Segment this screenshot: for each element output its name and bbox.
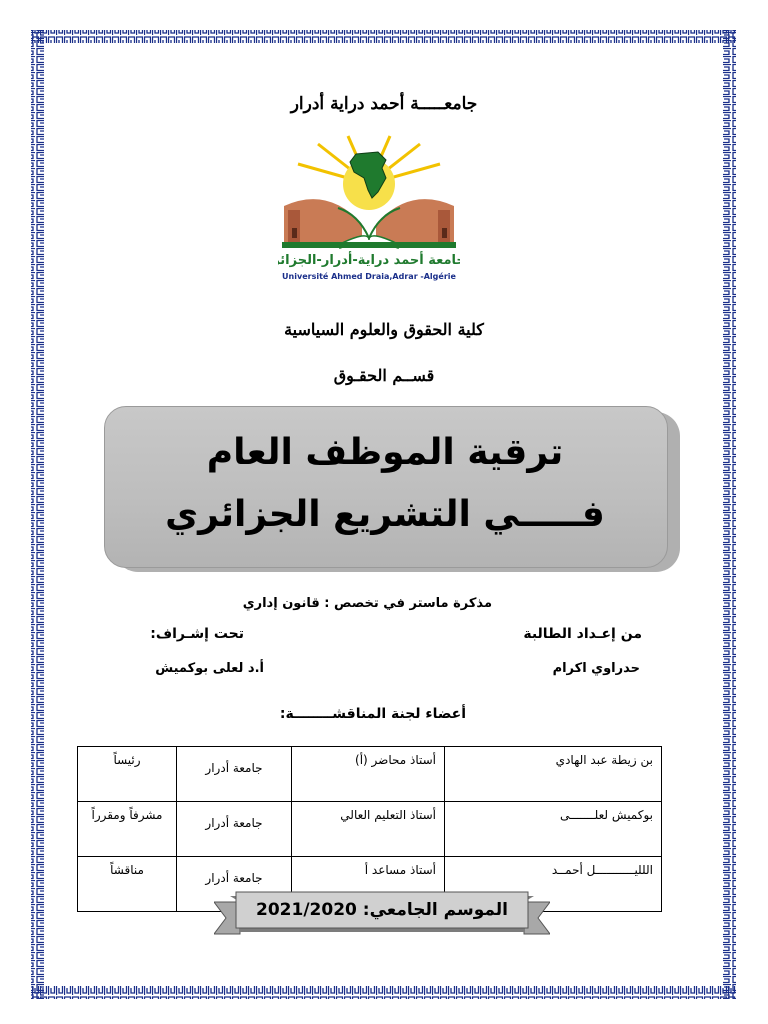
jury-member-rank: أستاذ محاضر (أ) [292,747,445,802]
committee-label: أعضاء لجنة المناقشــــــــة: [279,706,466,722]
season-banner [214,888,550,938]
memo-specialization: مذكرة ماستر في تخصص : قانون إداري [242,596,492,611]
jury-member-university: جامعة أدرار [177,802,292,857]
table-row [78,747,662,802]
logo-french-name: Université Ahmed Draia,Adrar -Algérie [282,272,456,281]
supervisor-name: أ.د لعلى بوكميش [155,661,264,676]
supervision-label: تحت إشـراف: [150,626,244,642]
jury-member-name: اللليـــــــــــل أحمــد [445,857,662,912]
jury-member-name: بوكميش لعلـــــــى [445,802,662,857]
jury-member-role: مشرفاً ومقرراً [78,802,177,857]
academic-season: الموسم الجامعي: 2021/2020 [256,900,508,920]
jury-member-rank: أستاذ مساعد أ [292,857,445,912]
university-emblem-icon [278,134,460,286]
logo-arabic-name: جامعة أحمد دراية-أدرار-الجزائر [278,253,460,268]
jury-member-name: بن زيطة عبد الهادي [445,747,662,802]
table-row [78,802,662,857]
faculty-name: كلية الحقوق والعلوم السياسية [284,320,484,339]
prepared-by-label: من إعـداد الطالبة [523,626,642,642]
student-name: حدراوي اكرام [552,661,640,676]
university-name: جامعـــــة أحمد دراية أدرار [290,94,478,114]
jury-member-role: مناقشاً [78,857,177,912]
thesis-title-line1: ترقية الموظف العام [206,432,564,473]
title-box [104,406,668,568]
university-logo [278,134,460,286]
jury-member-university: جامعة أدرار [177,747,292,802]
thesis-title-line2: فـــــي التشريع الجزائري [165,494,605,535]
jury-member-role: رئيساً [78,747,177,802]
jury-member-rank: أستاذ التعليم العالي [292,802,445,857]
department-name: قســم الحقـوق [333,366,435,385]
jury-member-university: جامعة أدرار [177,857,292,912]
